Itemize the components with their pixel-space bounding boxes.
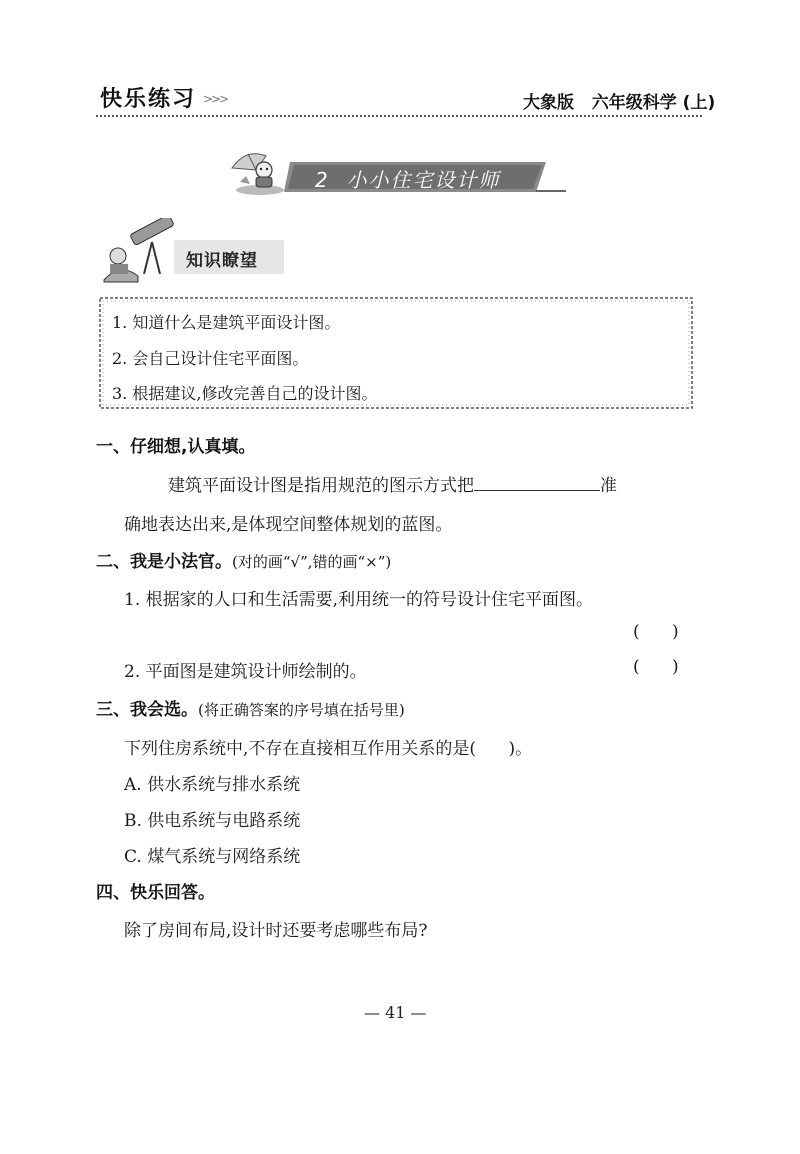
part2-question-1: 1. 根据家的人口和生活需要,利用统一的符号设计住宅平面图。 <box>124 590 594 610</box>
part1-text-before: 建筑平面设计图是指用规范的图示方式把 <box>168 476 474 496</box>
lesson-title: 2 小小住宅设计师 <box>315 168 501 192</box>
knowledge-label: 知识瞭望 <box>186 251 258 271</box>
part2-heading-row <box>96 547 391 572</box>
header-divider <box>96 115 702 117</box>
choice-option-a: A. 供水系统与排水系统 <box>124 775 301 795</box>
part2-heading: 二、我是小法官。 <box>96 552 232 572</box>
part1-text-after: 准 <box>600 476 617 496</box>
series-title: 快乐练习 <box>100 87 197 112</box>
part3-heading: 三、我会选。 <box>96 700 198 720</box>
choice-option-c: C. 煤气系统与网络系统 <box>124 847 301 867</box>
part1-line1 <box>168 471 617 496</box>
part1-line2: 确地表达出来,是体现空间整体规划的蓝图。 <box>124 515 453 535</box>
part2-question-2: 2. 平面图是建筑设计师绘制的。 <box>124 662 367 682</box>
objective-item: 3. 根据建议,修改完善自己的设计图。 <box>112 384 378 403</box>
part4-question: 除了房间布局,设计时还要考虑哪些布局? <box>124 921 428 941</box>
part2-note: (对的画“√”,错的画“×”) <box>232 553 392 571</box>
answer-box-2[interactable]: ( ) <box>633 657 679 677</box>
part1-heading: 一、仔细想,认真填。 <box>96 437 256 457</box>
edition-label: 大象版 六年级科学 (上) <box>523 93 716 113</box>
answer-box-1[interactable]: ( ) <box>633 622 679 642</box>
objective-item: 1. 知道什么是建筑平面设计图。 <box>112 313 341 332</box>
part3-heading-row <box>96 695 405 720</box>
choice-option-b: B. 供电系统与电路系统 <box>124 811 301 831</box>
telescope-icon <box>100 218 182 286</box>
header-arrows: >>> <box>203 92 228 106</box>
part4-heading: 四、快乐回答。 <box>96 883 215 903</box>
page-number: — 41 — <box>364 1003 427 1022</box>
fill-blank[interactable] <box>474 476 600 491</box>
part3-question: 下列住房系统中,不存在直接相互作用关系的是( )。 <box>124 739 533 759</box>
part3-note: (将正确答案的序号填在括号里) <box>198 701 405 719</box>
objective-item: 2. 会自己设计住宅平面图。 <box>112 349 309 368</box>
mascot-umbrella-icon <box>226 146 288 196</box>
